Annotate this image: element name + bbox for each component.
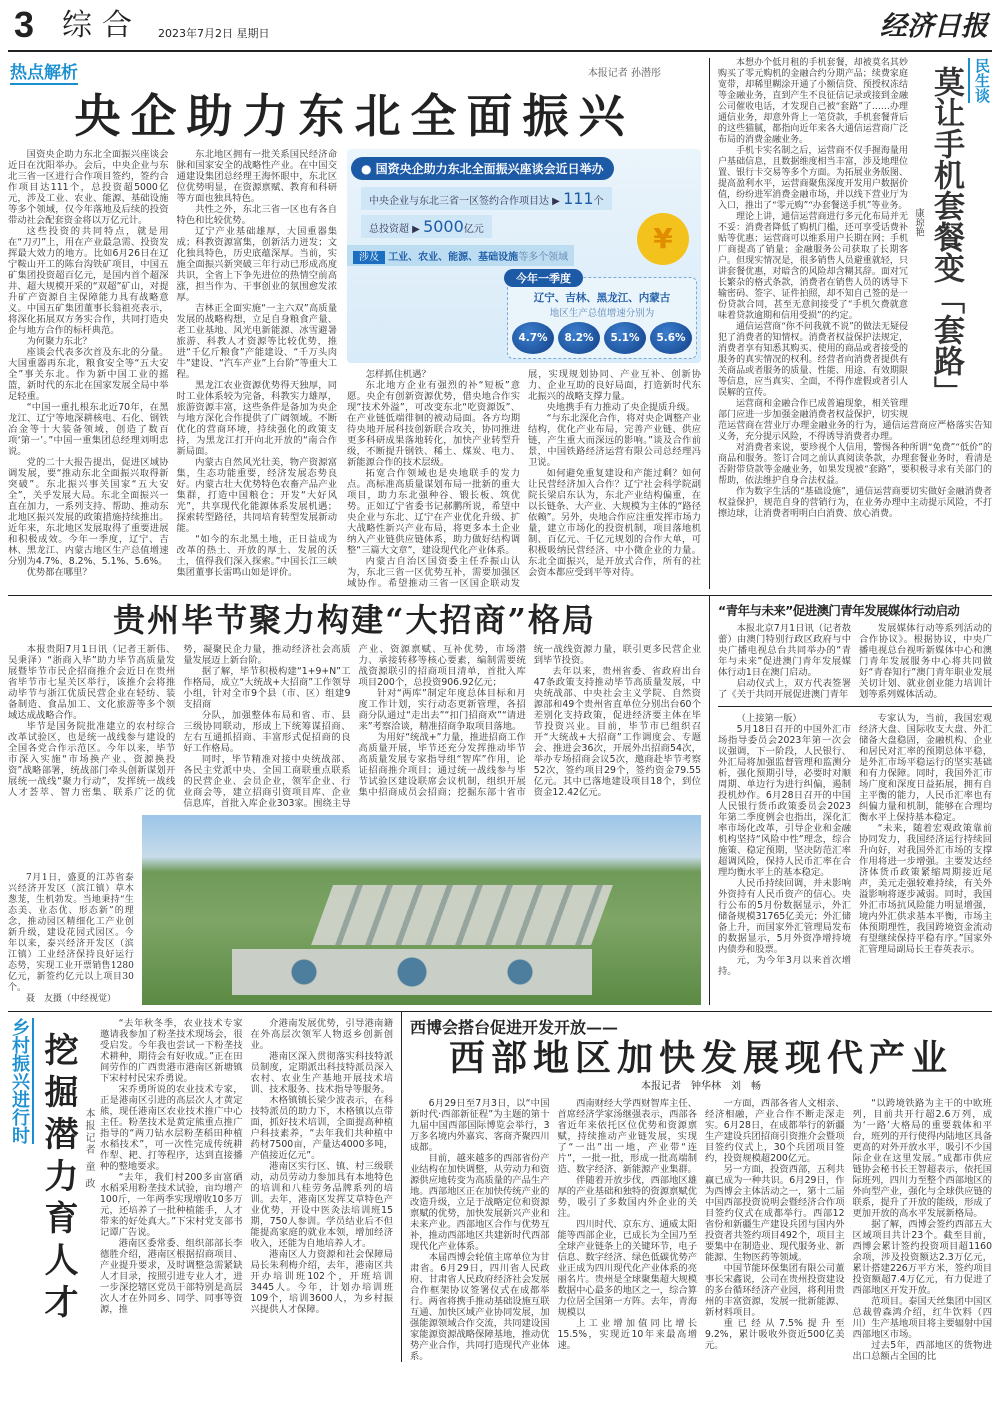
photo-credit: 聂 友摄（中经视觉） xyxy=(26,994,117,1004)
paragraph: 本届西博会轮值主席单位为甘肃省。6月29日，四川省人民政府、甘肃省人民政府经济社会发展合作框架协议签署仪式在成都举行。两省将携手推动基础设施互联互通、加快区域产业协同发展，加强能源领域合作交流，共同建设国家能源资源战略保障基地，推动优势产业合作，共同打造现代产业体系。 xyxy=(410,1252,550,1362)
forex-columns xyxy=(718,713,992,977)
guizhou-lead xyxy=(8,644,175,721)
paragraph: 辽宁产业基础雄厚，大国重器集成；科教资源富集，创新活力迸发；文化独具特色，历史底蕴深厚。当前，实施全面振兴新突破三年行动已形成高度共识，全省上下争先进位的热情空前高涨，担当作为、干事创业的氛围愈发浓厚。 xyxy=(176,226,337,303)
fields-list: 工业、农业、能源、基础设施 xyxy=(388,252,519,263)
masthead xyxy=(8,0,992,52)
paragraph: 为何聚力东北？ xyxy=(26,336,92,347)
right-briefs xyxy=(710,596,992,1005)
growth-rates xyxy=(512,322,692,354)
lead-right-part xyxy=(347,149,701,589)
paragraph: 对消费者来说，要珍视个人信用，警惕各种所谓“免费”“低价”的商品和服务。签订合同之前认真阅读条款，办理套餐业务时，看清是否附带贷款等金融业务，如果发现被“套路”，要积极寻求有关部门的帮助，依法维护自身合法权益。 xyxy=(718,443,992,486)
paragraph: 如何避免重复建设和产能过剩？如何让民营经济加入合作？辽宁社会科学院副院长梁启东认为，东北产业结构偏重，在以长链条、大产业、大规模为主体的“路径依赖”。另外，央地合作应注重发挥市场力量，建立市场化的投资机制，项目落地机制、百亿元、千亿元规划的合作大单，可积极吸纳民营经济、中小微企业的力量。东北全面振兴，是开放式合作，所有的社会资本都应受到平等对待。 xyxy=(528,468,701,578)
paragraph: 吉林正全面实施“一主六双”高质量发展的战略构想，立足自身粮食产量、老工业基地、风光电新能源、冰雪避暑旅游、科教人才资源等比较优势，推进“千亿斤粮食”产能建设、“千万头肉牛”建设、“汽车产业”上台阶”等重大工程。 xyxy=(176,303,337,380)
macau-columns xyxy=(718,623,992,700)
guizhou-headline: 贵州毕节聚力构建“大招商”格局 xyxy=(113,601,596,639)
paragraph: 上工业增加值同比增长15.5%，实现近10年来最高增速。 xyxy=(557,1318,697,1351)
paragraph: 港南区人力资源和社会保障局局长朱利梅介绍，去年，港南区共开办培训班102个，开班培训3445人。今年，计划办培训班109个，培训3600人，为乡村振兴提供人才保障。 xyxy=(250,1249,393,1315)
stat-unit: 个 xyxy=(593,196,604,207)
coins-icon: ¥ xyxy=(637,213,689,265)
paragraph: 过去5年，西部地区的货物进出口总额占全国的比 xyxy=(852,1340,992,1362)
growth-rate-badge: 5.6% xyxy=(650,322,692,354)
paragraph: 党的二十大报告提出，促进区域协调发展，要“推动东北全面振兴取得新突破”。东北振兴事关国家“五大安全”，关乎发展大局。东北全面振兴一直在加力，一系列支持、帮助、推动东北地区振兴发展的政策措施持续推出。近年来，东北地区发展取得了重要进展和积极成效。今年一季度，辽宁、吉林、黑龙江、内蒙古地区生产总值增速分别为4.7%、8.2%、5.1%、5.6%。 xyxy=(8,457,169,567)
growth-rate-badge: 5.1% xyxy=(604,322,646,354)
stat-value: 5000 xyxy=(423,217,464,236)
rural-article xyxy=(8,1012,402,1362)
lead-body xyxy=(8,149,701,589)
paragraph: “与东北深化合作，将对央企调整产业结构，优化产业布局，完善产业链、供应链，产生重大而深远的影响。”谈及合作前景，中国铁路经济运营有限公司总经理冯卫说。 xyxy=(528,413,701,468)
lead-col-2 xyxy=(177,149,338,578)
paragraph: 据了解，毕节积极构建“1+9+N”工作格局，成立“大统战+大招商”工作领导小组，针对全市9个县（市、区）组建9支招商 xyxy=(183,666,351,710)
lead-headline: 央企助力东北全面振兴 xyxy=(74,89,635,143)
paragraph: 目前，越来越多的西部省份产业结构在加快调整，从劳动力和资源供应地转变为高质量的产品生产地。西部地区正在加快传统产业的改造升级，立足于战略定位和资源禀赋的优势，加快发展新兴产业和未来产业。西部地区合作与优势互补，推动西部地区共建新时代西部现代化产业体系。 xyxy=(410,1153,550,1252)
paragraph: 黑龙江农业资源优势得天独厚，同时工业体系较为完备，科教实力雄厚，旅游资源丰富，这些条件是备加为央企与地方深化合作提供了广阔领域。不断优化的营商环境，持续强化的政策支持，为黑龙江打开向北开放的“南合作新局面。 xyxy=(176,380,337,457)
fields-tag: 涉及 xyxy=(353,251,385,264)
infographic-title-text: 国资央企助力东北全面振兴座谈会近日举办 xyxy=(375,162,604,176)
paragraph: 木格镇镇长梁少波表示，在科技特派员的助力下，木格镇以点带面，抓好技术培训，全面提高种植户科技素养，“去年我们共种植中药材7500亩，产量达4000多吨，产值接近亿元”。 xyxy=(250,1095,393,1161)
paragraph: “去年，我们村200多亩富硒水稻采用粉垄技术试验，亩均增产100斤，一年两季实现增收10多万元，还培养了一批种植能手，人才带来的好处真大。”下宋村党支部书记谭广告说。 xyxy=(100,1172,243,1238)
paragraph: 另一方面，投资西部，五利共赢已成为一种共识。6月29日，作为西博会主体活动之一，第十二届中国西部投资说明会暨经济合作项目签约仪式在成都举行。西部12省份和新疆生产建设兵团与国内外投资者共签约项目492个，项目主要集中在制造业、现代服务业、新能源、生物医药等领域。 xyxy=(705,1164,845,1263)
fields-suffix: 等多个领域 xyxy=(518,252,569,263)
paragraph: 四川时代、京东方、通威太阳能等西部企业，已成长为全国乃至全球产业链条上的关键环节，电子信息、数字经济、绿色低碳优势产业正成为四川现代化产业体系的亮丽名片。贵州是全球聚集超大规模数据中心最多的地区之一，综合算力位居全国第一方阵。去年，青海规模以 xyxy=(557,1219,697,1318)
stat-label: 总投资超 xyxy=(369,224,409,235)
quarter-title: 今年一季度 xyxy=(504,269,583,287)
paragraph: 内蒙古自治区国资委主任乔振山认为，东北三省一区优势互补，需要加强区域协作。希望推动三省一区国企联动发展，实现规划协同、产业互补、创新协力、企业互助的良好局面，打造新时代东北振兴的战略支撑力量。 xyxy=(347,369,701,589)
paragraph: 据了解，西博会签约西部五大区域项目共计23个。截至目前，西博会累计签约投资项目超1160余项，涉及投资额达2.3万亿元，累计搭建226万平方米，签约项目投资额超7.4万亿元，有力促进了西部地区开发开放。 xyxy=(852,1219,992,1296)
lead-byline: 本报记者 孙潜彤 xyxy=(587,68,661,79)
rural-tag: 乡村振兴进行时 xyxy=(8,1018,34,1144)
paragraph: “未来，随着宏观政策靠前协同发力，我国经济运行持续回升向好，对我国外汇市场的支撑作用将进一步增强。主要发达经济体货币政策紧缩周期接近尾声，美元走强较难持续，有关外溢影响将逐步减弱。同时，我国外汇市场抗风险能力明显增强，境内外汇供求基本平衡，市场主体预期理性，我国跨境资金流动有望继续保持平稳有序。”国家外汇管理局副局长王春英表示。 xyxy=(859,823,992,955)
stat-label: 中央企业与东北三省一区签约合作项目达 xyxy=(369,196,549,207)
paragraph: 中国节能环保集团有限公司董事长宋鑫说，公司在贵州投资建设的多台循环经济产业园，将利用贵州的丰富资源，发展一批新能源、新材料项目。 xyxy=(705,1263,845,1318)
guizhou-col-4 xyxy=(534,666,701,798)
paragraph: 人民币持续回调，并未影响外资持有人民币资产的信心。央行公布的5月份数据显示，外汇储备规模31765亿美元；外汇储备上升，而国家外汇管理局发布的数据显示，5月外资净增持境内债券和股票。 xyxy=(718,878,851,955)
paragraph: “以跨境铁路为主干的中欧班列，目前共开行超2.6万列，成为‘一路’大格局的重要载体和平台，班列的开行使得内陆地区具备更高的对外开放水平，吸引不少国际企业在这里发展。”成都市供应链协会秘书长王智超表示，依托国际班列，四川力至整个西部地区的外向型产业，强化与全球供应链的联系，提升了开放的能级，形成了更加开放的高水平发展新格局。 xyxy=(852,1098,992,1219)
paragraph: 本报北京7月1日讯（记者敖蕾）由澳门特别行政区政府与中央广播电视总台共同举办的“青年与未来”促进澳门青年发展媒体行动1日在澳门启动。 xyxy=(718,623,851,678)
macau-headline: “青年与未来”促进澳门青年发展媒体行动启动 xyxy=(718,603,960,618)
paragraph: “去年秋冬季，农业技术专家邀请我参加了粉垄技术现场会，很受启发。今年我也尝试一下粉垄技术耕种，期待会有好收成。”正在田间劳作的广西贵港市港南区新塘镇下宋村村民宋乔勇说。 xyxy=(100,1018,243,1084)
lead-header xyxy=(8,58,701,85)
section-kicker: 热点解析 xyxy=(10,58,78,85)
paragraph: 国资央企助力东北全面振兴座谈会近日在沈阳举办。会后，中央企业与东北三省一区进行合作项目签约，签约合作项目达111个，总投资超5000亿元，涉及工业、农业、能源、基础设施等多个领域，仅今年落地及后续的投资带动社会配套资金将以万亿元计。 xyxy=(8,149,169,226)
paragraph: 范项目。泰国天丝集团中国区总裁曾森鸿介绍，红牛饮料（四川）生产基地项目将主要辐射中国西部地区市场。 xyxy=(852,1296,992,1340)
paragraph: 优势都在哪里？ xyxy=(26,567,92,578)
paragraph: 港南区实行区、镇、村三级联动，动员劳动力参加具有本地特色的培训和八桂劳务品牌系列的培训。去年，港南区发挥艾草特色产业优势，开设中医灸法培训班15期，750人参训。学员结业后不但能提高家庭的就业本领，增加经济收入，还能为自地培养人才。 xyxy=(250,1161,393,1249)
section-name: 综合 xyxy=(62,8,143,43)
paragraph: 座谈会代表多次首及东北的分量。大国重器再东北，粮食安全等“五大安全”事关东北。作为新中国工业的摇篮，新时代的东北在国家发展全局中举足轻重。 xyxy=(8,347,169,402)
west-col-5 xyxy=(853,1296,993,1362)
paragraph: 发展媒体行动等系列活动的合作协议》。根据协议，中央广播电视总台视听新媒体中心和澳门青年发展服务中心将共同做好“青春知行”澳门青年职业发展关切计划、就业创业能力培训计划等系列媒体活动。 xyxy=(859,623,992,700)
photo-row xyxy=(8,815,701,1005)
section-rule xyxy=(718,706,992,707)
lead-article xyxy=(8,58,710,589)
quarter-panel xyxy=(507,272,697,359)
paragraph: “中国一重扎根东北近70年，在黑龙江、辽宁等地深耕核电、石化、钢铁冶金等十大装备领域，创造了数百项‘第一’。”中国一重集团总经理刘明忠说。 xyxy=(8,402,169,457)
growth-rate-badge: 8.2% xyxy=(558,322,600,354)
paragraph: 通信运营商“你不问我就不说”的做法无疑侵犯了消费者的知情权。消费者权益保护法规定，消费者享有知悉其购买、使用的商品或者接受的服务的真实情况的权利。经营者向消费者提供有关商品或者服务的质量、性能、用途、有效期限等信息，应当真实、全面，不得作虚假或者引人误解的宣传。 xyxy=(718,322,908,398)
opinion-column xyxy=(710,58,992,589)
fields-row xyxy=(347,245,574,266)
paragraph: 宋乔勇所说的农业技术专家，正是港南区引进的高层次人才黄定熊，现任港南区农业技术推广中心主任。粉垄技术是黄定熊重点推广指导的“两刀钻水层粉垄稻田种植水稻技术”，可一次性完成传统耕作犁、耙、打等程序，达到直接播种的整地要求。 xyxy=(100,1084,243,1172)
guizhou-columns xyxy=(8,644,701,809)
guizhou-lead-text: 本报贵阳7月1日讯（记者王新伟、吴秉泽）“浙商入毕”助力毕节高质量发展暨毕节市民企招商推介会近日在贵州省毕节市七星关区举行，该推介会将推动毕节与浙江优质民营企业在轻纺、装备制造、食品加工、文化旅游等多个领域达成战略合作。 xyxy=(8,644,176,721)
stat-investment: 总投资超 ▶ 5000亿元 xyxy=(361,215,492,238)
paragraph: 去年以来，贵州省委、省政府出台47条政策支持推动毕节高质量发展，中央统战部、中央社会主义学院、自然资源部和49个贵州省直单位分别出台60个差别化支持政策，促进经济要主体在毕节投资兴业。目前，毕节市已组织召开“大统战+大招商”工作调度会、专题会、推进会36次，开展外出招商54次，举办专场招商会议5次，邀商赴毕节考察52次，签约项目29个，签约资金79.55亿元。其中已落地建设项目18个，到位资金12.42亿元。 xyxy=(533,666,701,798)
paragraph: 拓宽合作领域也是央地联手的发力点。高标准高质量谋划布局一批新的重大项目，助力东北强种谷、锻长板、筑优势。正如辽宁省委书记郝鹏所说，希望中央企业与东北、辽宁在产业优化升级、扩大战略性新兴产业布局，将更多本土企业纳入产业链供应链体系，助力做好结构调整“三篇大文章”，建设现代化产业体系。 xyxy=(347,468,520,556)
photo-caption-text: 7月1日，盛夏的江苏省泰兴经济开发区（滨江镇）草木葱茏，生机勃发。当地秉持“生态美、业态优、形态新”的理念，推动园区精细化工产业创新升级，建设花园式园区。今年以来，泰兴经济开发区（滨江镇）工业经济保持良好运行态势，实现工业开票销售1280亿元，新签约亿元以上项目30个。 xyxy=(8,873,134,993)
macau-col-2 xyxy=(859,623,992,700)
guizhou-article xyxy=(8,596,710,1005)
macau-col-1 xyxy=(718,623,851,700)
rural-headline: 挖掘潜力育人才 xyxy=(38,1032,78,1326)
stat-projects: 中央企业与东北三省一区签约合作项目达 ▶ 111个 xyxy=(361,187,612,210)
west-byline: 本报记者 钟华林 刘 畅 xyxy=(641,1081,761,1092)
paragraph: 东北地方企业有强烈的补“短板”意愿。央企有创新资源优势，借央地合作实现“技术外溢”，可改变东北“吃资源饭”、在产业链低端徘徊的被动局面。各方均期待央地开展科技创新联合攻关，协同推进更多科研成果落地转化，加快产业转型升级，不断提升钢铁、稀土、煤炭、电力、新能源合作的技术层级。 xyxy=(347,380,520,468)
row-top xyxy=(8,58,992,589)
lead-col-1 xyxy=(8,149,169,578)
rural-col-2 xyxy=(251,1018,394,1315)
paragraph: 理论上讲，通信运营商进行多元化布局并无不妥：消费者降低了购机门槛，还可享受话费补贴等优惠；运营商可以维系用户长期在网；手机厂商提高了销量；金融服务公司获取了长期客户。但现实情况是，很多销售人员避重就轻，只讲套餐优惠，对暗含的风险却含糊其辞。面对冗长繁杂的格式条款，消费者在销售人员的诱导下输密码、签字、证件拍照，却不知自己签的是一份贷款合同，甚至无意间接受了“手机欠费就意味着贷款逾期和信用受损”的约定。 xyxy=(718,212,908,321)
treatment-tanks xyxy=(232,949,592,995)
paragraph: 本想办个低月租的手机套餐，却被莫名其妙购买了零元购机的金融合约分期产品；续费家庭宽带，却稀里糊涂开通了小额信贷、预授权冻结等金融业务，直到产生不良征信记录或接到金融公司催收电话，才发现自己被“套路”了……办理通信业务，却意外背上一笔贷款，手机套餐背后的这些猫腻，都指向近年来各大通信运营商广泛布局的消费金融业务。 xyxy=(718,58,908,145)
continued-note: （上接第一版） xyxy=(736,713,802,724)
paragraph: 5月18日召开的中国外汇市场指导委员会2023年第一次会议强调，下一阶段，人民银行、外汇局将加强监督管理和监测分析，强化预期引导，必要时对顺周期、单边行为进行纠偏，遏制投机炒作。6月28日召开的中国人民银行货币政策委员会2023年第二季度例会也指出，深化汇率市场化改革，引导企业和金融机构坚持“风险中性”理念，综合施策、稳定预期，坚决防范汇率超调风险，保持人民币汇率在合理均衡水平上的基本稳定。 xyxy=(718,724,851,878)
lead-left-columns xyxy=(8,149,337,589)
row-middle xyxy=(8,595,992,1005)
paragraph: 重已经从7.5%提升至9.2%，累计吸收外资近500亿美元。 xyxy=(705,1318,845,1351)
factory-buildings xyxy=(311,885,613,945)
paragraph: 西南财经大学西财智库主任、首席经济学家汤继强表示，西部各省近年来依托区位优势和资源禀赋，持续推动产业链发展，实现了“一出”出一地，产业带“连片”，一批一批，形成一批高端制造、数字经济、新能源产业集群。 xyxy=(557,1098,697,1175)
column-headline: 莫让手机套餐变「套路」 xyxy=(928,66,964,407)
photo-caption xyxy=(8,873,134,1005)
growth-rate-badge: 4.7% xyxy=(512,322,554,354)
rural-title-block xyxy=(8,1018,94,1326)
paragraph: 毕节是国务院批准建立的农村综合改革试验区，也是统一战线参与建设的全国各党合作示范区。今年以来，毕节市深入实施“市场换产业、资源换投资”战略部署，统战部门牵头创新谋划开展统一战线“聚力行动”，发挥统一战线人才荟萃、智力密集、联系广泛的优势，凝聚民企力量，推动经济社会高质量发展迈上新台阶。 xyxy=(8,644,351,798)
paragraph: 为用好“统战+”力量，推进招商工作高质量开展，毕节还充分发挥推动毕节高质量发展专家指导组“智库”作用，论证招商推介项目；通过统一战线参与毕节试验区建设联席会议机制，组织开展集中招商成员会招商；挖掘东部十省市统一战线资源力量，联引更多民营企业到毕节投资。 xyxy=(358,644,701,798)
rural-col-1 xyxy=(100,1018,243,1315)
rural-columns xyxy=(100,1018,393,1315)
paragraph: 东北地区拥有一批关系国民经济命脉和国家安全的战略性产业。在中国交通建设集团总经理王海怀眼中，东北区位优势明显，在资源禀赋、教育和科研等方面也独具特色。 xyxy=(176,149,337,204)
lead-right-columns xyxy=(347,369,701,589)
row-bottom xyxy=(8,1011,992,1362)
lead-col-4 xyxy=(528,413,701,578)
paragraph: 一方面，西部各省人文相亲、经济相融，产业合作不断走深走实。6月28日，在成都举行的新疆生产建设兵团招商引资推介会暨项目签约仪式上，30个兵团项目签约，投资规模超200亿元。 xyxy=(705,1098,845,1164)
paragraph: 内蒙古自然风光壮美，物产资源富集，生态功能重要，经济发展态势良好。内蒙古壮大优势特色农畜产品产业集群，打造中国粮仓；开发“大好风光”，共享现代化能源体系发展机遇；探索转型路径，共同培育转型发展新动能。 xyxy=(176,457,337,534)
paragraph: “如今的东北黑土地，正日益成为改革的热土、开放的厚土、发展的沃土，值得我们深入探索。”中国长江三峡集团董事长雷鸣山如是评价。 xyxy=(176,534,337,578)
infographic xyxy=(347,149,701,363)
paragraph: 元，为今年3月以来首次增持。 xyxy=(718,955,851,977)
stat-value: 111 xyxy=(563,189,594,208)
paragraph: 分队，加强整体布局和省、市、县三级协同联动，形成上下统筹谋招商、左右互通抓招商、丰富形式促招商的良好工作格局。 xyxy=(183,710,351,754)
paragraph: 央地携手有力推动了央企提质升级。 xyxy=(546,402,696,413)
page-number: 3 xyxy=(14,4,35,45)
forex-col-1 xyxy=(718,713,851,955)
industrial-park-photo xyxy=(142,815,701,1005)
stat-unit: 亿元 xyxy=(463,224,484,235)
paragraph: 怎样抓住机遇？ xyxy=(365,369,431,380)
west-col-2 xyxy=(558,1098,698,1318)
rural-byline: 本报记者 童 政 xyxy=(83,1108,94,1191)
paragraph: 这些投资的共同特点，就是用在“刀刃”上，用在产业最急需、投资发挥最大效力的地方。比如6月26日在辽宁鞍山开工的陈台沟铁矿项目，中国五矿集团投资超百亿元，是国内首个超深井、超大规模开采的“双超”矿山，对提升矿产资源自主保障能力具有战略意义。中国五矿集团董事长翁祖亮表示，将深化拓展双方务实合作，共同打造央企与地方合作的标杆典范。 xyxy=(8,226,169,336)
paragraph: 港南区深入贯彻落实科技特派员制度，定期派出科技特派员深入农村、农业生产基地开展技术培训、技术服务、技术指导等服务。 xyxy=(250,1051,393,1095)
issue-date: 2023年7月2日 星期日 xyxy=(158,27,270,40)
paragraph: 港南区委常委、组织部部长李德胜介绍，港南区根据招商项目、产业提升要求，及时调整急需紧缺人才目录，按照引进专业人才，进一步深挖辖区党员干部特别是高层次人才在外同乡、同学、同事等资源，推 xyxy=(100,1238,243,1315)
column-title-block xyxy=(912,58,992,420)
west-article xyxy=(402,1012,992,1362)
paragraph: 专家认为，当前，我国宏观经济大盘、国际收支大盘、外汇储备大盘稳固，金融机构、企业和居民对汇率的预期总体平稳，是外汇市场平稳运行的坚实基础和有力保障。同时，我国外汇市场广度和深度日益拓展，拥有自主平衡的能力，人民币汇率也有纠偏力量和机制，能够在合理均衡水平上保持基本稳定。 xyxy=(859,713,992,823)
paragraph: 介港南发展优势，引导港南籍在外高层次领军人物返乡创新创业。 xyxy=(250,1018,393,1051)
forex-col-1-text xyxy=(718,724,851,955)
quarter-sub: 地区生产总值增速分别为 xyxy=(549,308,655,319)
paragraph: 6月29日至7月3日，以“中国新时代·西部新征程”为主题的第十九届中国西部国际博览会举行，3万多名境内外嘉宾、客商齐聚四川成都。 xyxy=(410,1098,550,1153)
quarter-regions: 辽宁、吉林、黑龙江、内蒙古 xyxy=(533,292,671,304)
column-tag: 民生谈 xyxy=(968,58,992,103)
west-subtitle: 西博会搭台促进开发开放—— xyxy=(410,1018,619,1037)
west-col-1 xyxy=(410,1098,550,1362)
paragraph: 针对“两库”制定年度总体目标和月度工作计划，实行动态更新管理，各招商分队通过“走出去”“扣门招商欢”“请进来”考察洽谈，精准招商争取项目落地。 xyxy=(358,688,526,732)
column-right-text xyxy=(718,58,992,520)
west-columns xyxy=(410,1098,992,1362)
paragraph: 伴随着开放步伐，西部地区雄厚的产业基础和独特的资源禀赋优势，吸引了多数国内外企业的关注。 xyxy=(557,1175,697,1219)
paragraph: 运营商和金融合作已成普遍现象，相关管理部门应进一步加强金融消费者权益保护，切实规范运营商在营业厅办理金融业务的行为，通信运营商应严格落实告知义务，充分提示风险，不得诱导消费者办理。 xyxy=(718,399,992,442)
newspaper-logo: 经济日报 xyxy=(880,11,988,42)
infographic-title: ● 国资央企助力东北全面振兴座谈会近日举办 xyxy=(351,157,614,180)
paragraph: 手机卡实名制之后，运营商不仅手握海量用户基础信息，且数据维度相当丰富，涉及地理位置、银行卡交易等多个方面。为拓展业务版图、提高盈利水平，运营商聚焦深度开发用户数据价值，纷纷进军消费金融市场，并以线下营业厅为入口，推出了“零元购”“办套餐送手机”等业务。 xyxy=(718,146,908,211)
column-author: 康琼艳 xyxy=(913,208,924,237)
paragraph: 共性之外，东北三省一区也有各自特色和比较优势。 xyxy=(176,204,337,226)
paragraph: 作为数字生活的“基础设施”，通信运营商要切实做好金融消费者权益保护，规范自身的营销行为，在业务办理中主动提示风险，不打擦边球，让消费者明明白白消费、放心消费。 xyxy=(718,487,992,519)
paragraph: 同时，毕节精准对接中央统战部、各民主党派中央、全国工商联重点联系的民营企业、会员企业，领军企业、行业商会等，建立招商引资项目库、企业信息库，首批入库企业303家。围绕主导产业、资源禀赋、互补优势，市场潜力、承接转移等核心要素，编制需要统战资源联引的招商项目清单，首批入库项目200个，总投资906.92亿元； xyxy=(183,644,526,809)
paragraph: 启动仪式上，双方代表签署了《关于共同开展促进澳门青年 xyxy=(718,678,851,700)
west-headline: 西部地区加快发展现代产业 xyxy=(448,1038,953,1079)
